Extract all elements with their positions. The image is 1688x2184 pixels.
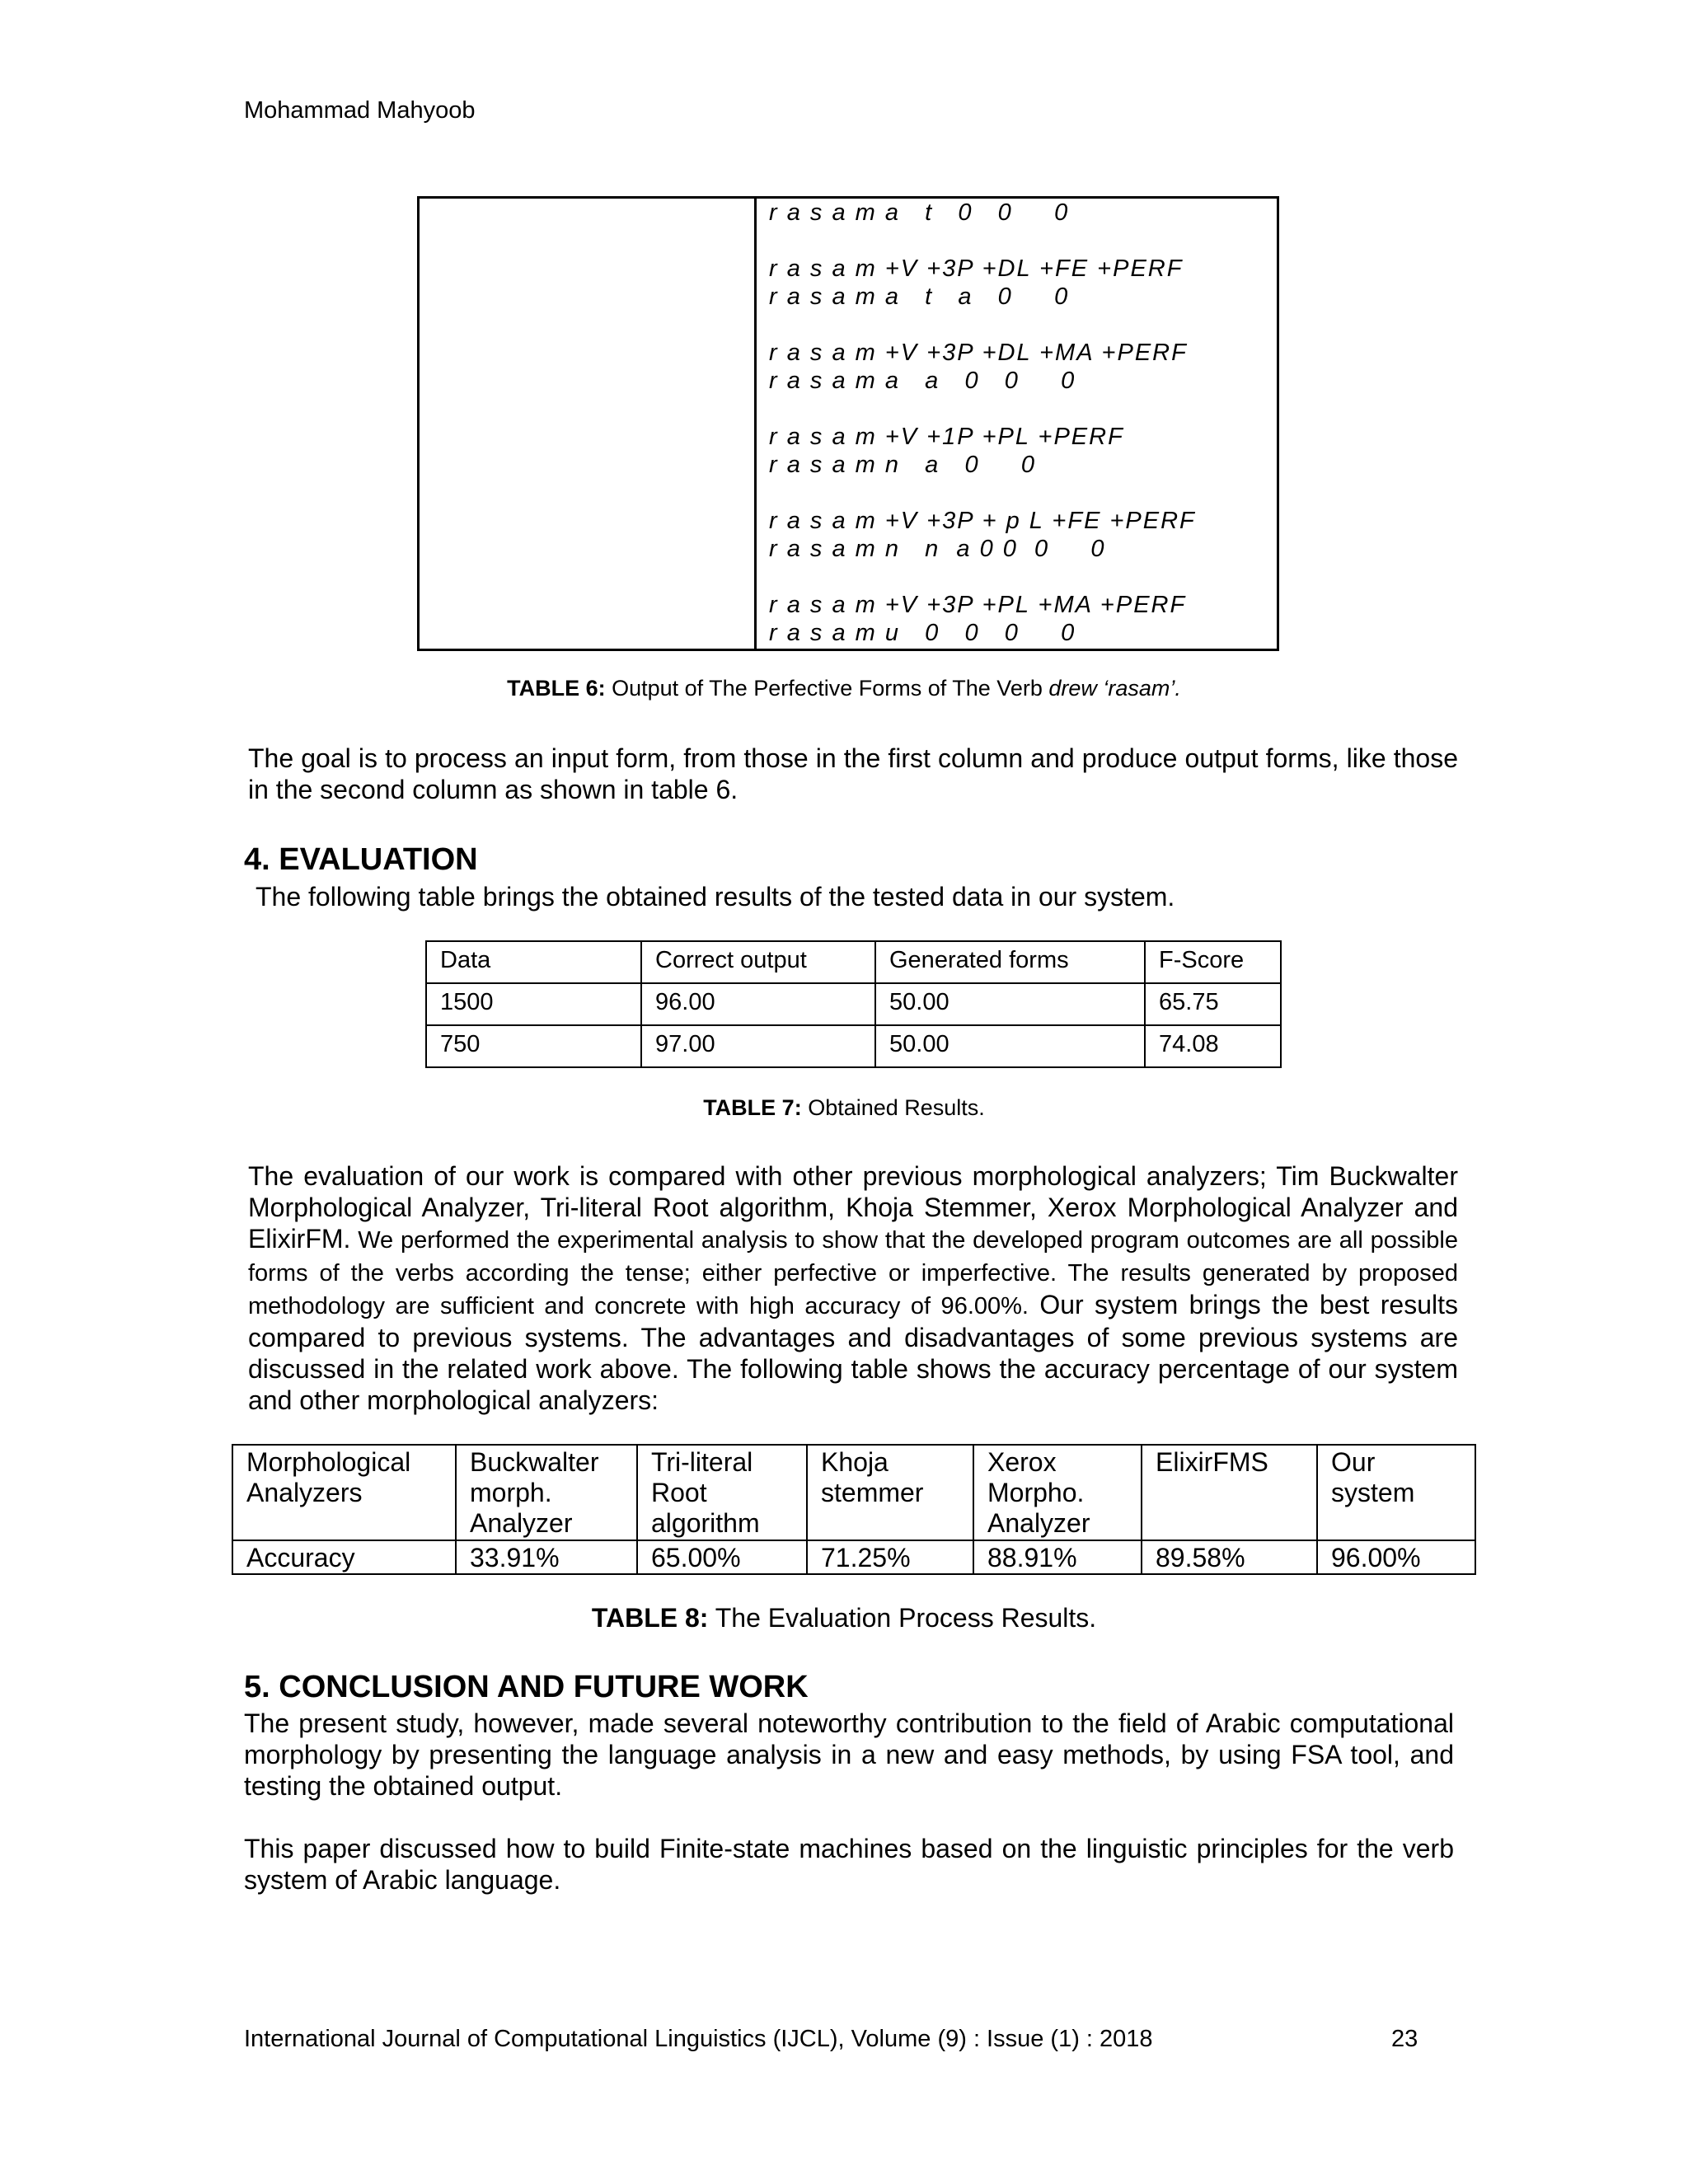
table-8-cell: 65.00% xyxy=(637,1540,807,1574)
table-8 xyxy=(232,1444,1476,1575)
section-5-paragraph-1: The present study, however, made several noteworthy contribution to the field of Arabic computational morphology by presenting the language analysis in a new and easy methods, by using FSA tool, and testing the obtained output. xyxy=(244,1708,1454,1801)
section-4-intro: The following table brings the obtained results of the tested data in our system. xyxy=(256,882,1175,912)
table-6-line: r a s a m a t a 0 0 xyxy=(769,284,1070,310)
table-7-cell: 1500 xyxy=(426,983,641,1025)
table-6-line: r a s a m +V +3P +DL +MA +PERF xyxy=(769,340,1188,366)
table-6-column-divider xyxy=(754,199,757,649)
table-7-header-cell: F-Score xyxy=(1145,941,1281,983)
table-7-cell: 97.00 xyxy=(641,1025,875,1067)
paragraph-goal: The goal is to process an input form, from those in the first column and produce output forms, like those in the second column as shown in table 6. xyxy=(248,743,1458,804)
table-8-cell: 71.25% xyxy=(807,1540,973,1574)
table-6-line: r a s a m n n a 0 0 0 0 xyxy=(769,536,1106,562)
table-7-cell: 50.00 xyxy=(875,983,1145,1025)
table-7-cell: 50.00 xyxy=(875,1025,1145,1067)
table-7-header-cell: Data xyxy=(426,941,641,983)
table-6-line: r a s a m +V +1P +PL +PERF xyxy=(769,424,1124,450)
table-7-cell: 74.08 xyxy=(1145,1025,1281,1067)
table-8-header-cell: Buckwalter morph. Analyzer xyxy=(456,1445,637,1540)
table-6-spacer xyxy=(769,395,1196,423)
table-8-header-cell: Xerox Morpho. Analyzer xyxy=(973,1445,1142,1540)
table-6-line: r a s a m u 0 0 0 0 xyxy=(769,620,1076,646)
table-7-header-cell: Generated forms xyxy=(875,941,1145,983)
table-6 xyxy=(417,196,1279,651)
table-8-cell: 33.91% xyxy=(456,1540,637,1574)
section-5-paragraph-2: This paper discussed how to build Finite-state machines based on the linguistic principles for the verb system of Arabic language. xyxy=(244,1834,1454,1895)
running-header: Mohammad Mahyoob xyxy=(244,97,476,124)
table-7-header-cell: Correct output xyxy=(641,941,875,983)
table-6-spacer xyxy=(769,311,1196,339)
table-6-spacer xyxy=(769,479,1196,507)
table-6-spacer xyxy=(769,563,1196,591)
table-7-cell: 96.00 xyxy=(641,983,875,1025)
table-7 xyxy=(425,940,1282,1068)
table-7-cell: 750 xyxy=(426,1025,641,1067)
table-row xyxy=(426,1025,1281,1067)
table-8-cell: 88.91% xyxy=(973,1540,1142,1574)
table-row xyxy=(426,983,1281,1025)
table-7-header-row xyxy=(426,941,1281,983)
table-8-caption: TABLE 8: The Evaluation Process Results. xyxy=(591,1603,1097,1633)
footer-journal: International Journal of Computational Linguistics (IJCL), Volume (9) : Issue (1) : 2018 xyxy=(244,2026,1153,2052)
table-6-line: r a s a m a t 0 0 0 xyxy=(769,199,1070,226)
table-7-cell: 65.75 xyxy=(1145,983,1281,1025)
table-6-output-column xyxy=(769,199,1196,647)
table-8-header-cell: Morphological Analyzers xyxy=(232,1445,456,1540)
table-6-line: r a s a m +V +3P + p L +FE +PERF xyxy=(769,508,1196,534)
table-6-line: r a s a m a a 0 0 0 xyxy=(769,368,1076,394)
table-8-cell: 89.58% xyxy=(1142,1540,1317,1574)
table-row xyxy=(232,1540,1475,1574)
table-8-cell: 96.00% xyxy=(1317,1540,1475,1574)
table-8-header-cell: Our system xyxy=(1317,1445,1475,1540)
table-8-cell: Accuracy xyxy=(232,1540,456,1574)
table-8-header-cell: Tri-literal Root algorithm xyxy=(637,1445,807,1540)
table-6-spacer xyxy=(769,227,1196,255)
paragraph-evaluation: The evaluation of our work is compared with other previous morphological analyzers; Tim Buckwalter Morphological Analyzer, Tri-literal Root algorithm, Khoja Stemmer, Xerox Morphological Analyzer and ElixirFM. We performed the experimental analysis to show that the developed program outcomes are all possible forms of the verbs according the tense; either perfective or imperfective. The results generated by proposed methodology are sufficient and concrete with high accuracy of 96.00%. Our system brings the best results compared to previous systems. The advantages and disadvantages of some previous systems are discussed in the related work above. The following table shows the accuracy percentage of our system and other morphological analyzers: xyxy=(248,1161,1459,1415)
table-8-header-cell: Khoja stemmer xyxy=(807,1445,973,1540)
section-4-heading: 4. EVALUATION xyxy=(244,842,478,877)
table-6-line: r a s a m +V +3P +DL +FE +PERF xyxy=(769,255,1184,282)
table-6-line: r a s a m n a 0 0 xyxy=(769,452,1036,478)
table-7-caption: TABLE 7: Obtained Results. xyxy=(703,1095,985,1120)
table-8-header-row xyxy=(232,1445,1475,1540)
table-6-caption: TABLE 6: Output of The Perfective Forms of The Verb drew ‘rasam’. xyxy=(507,676,1181,701)
table-8-header-cell: ElixirFMS xyxy=(1142,1445,1317,1540)
table-6-line: r a s a m +V +3P +PL +MA +PERF xyxy=(769,592,1187,618)
page-number: 23 xyxy=(1391,2026,1418,2052)
section-5-heading: 5. CONCLUSION AND FUTURE WORK xyxy=(244,1670,809,1704)
